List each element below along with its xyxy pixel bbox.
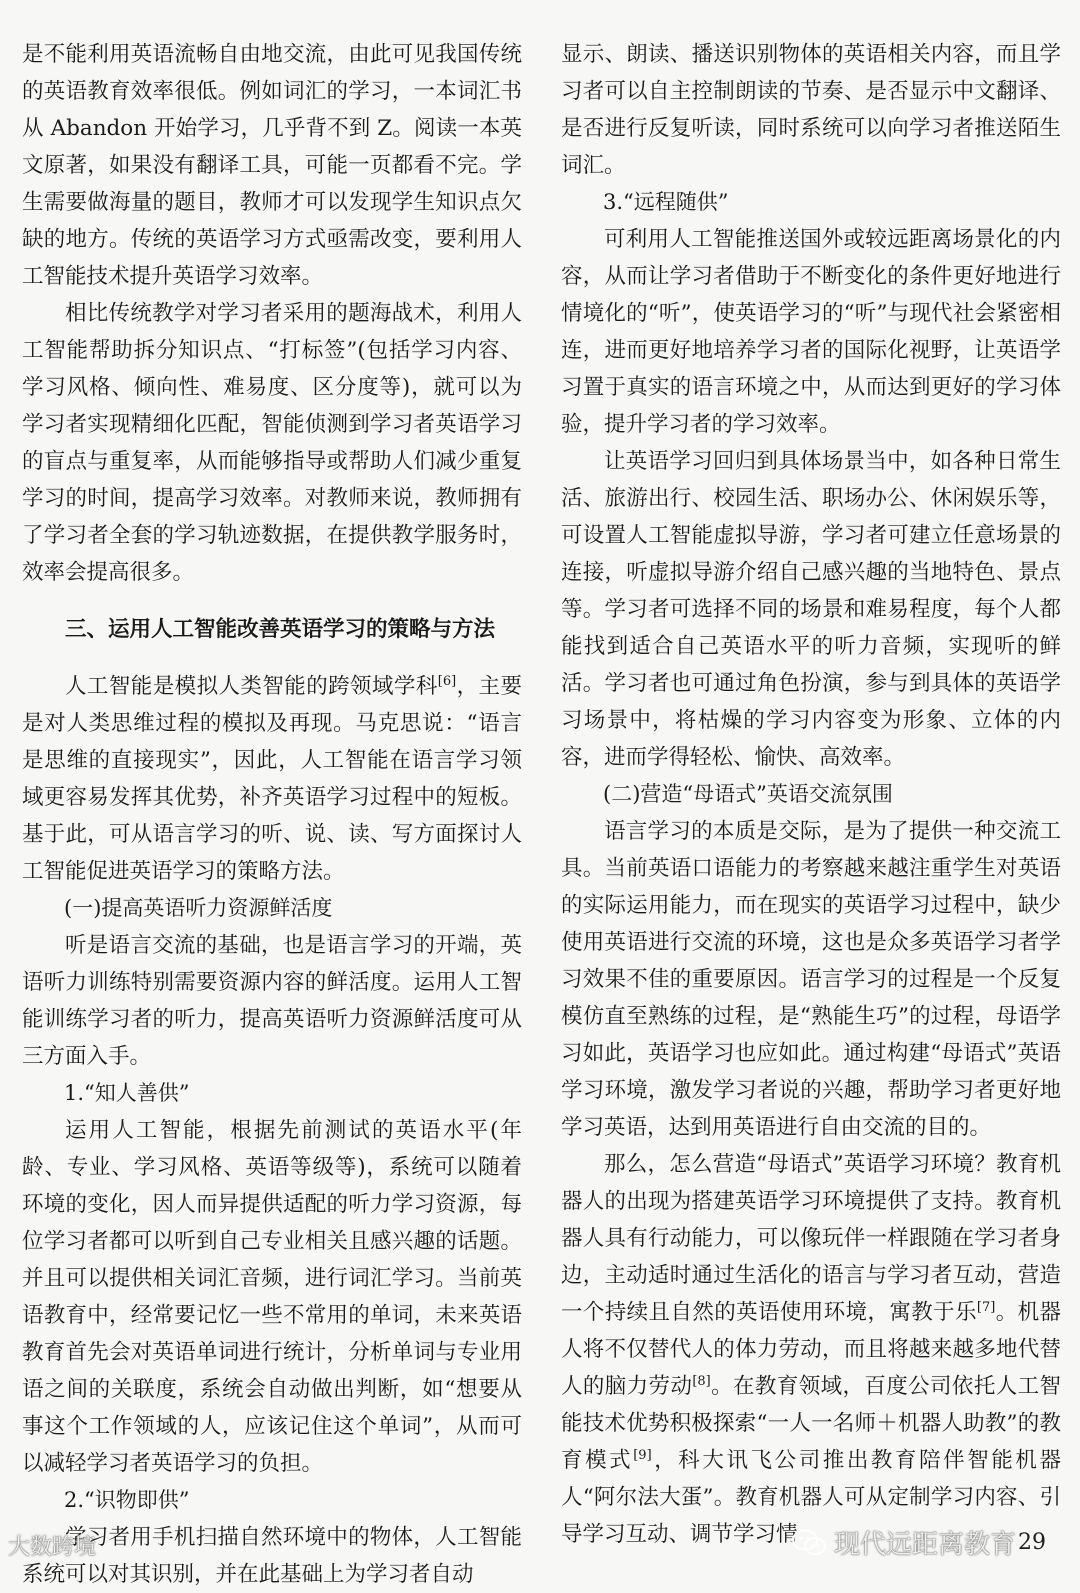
left-column [22,36,522,1593]
subsection-heading: (二)营造“母语式”英语交流氛围 [603,782,893,806]
paragraph: 显示、朗读、播送识别物体的英语相关内容，而且学习者可以自主控制朗读的节奏、是否显示中文翻译、是否进行反复听读，同时系统可以向学习者推送陌生词汇。 [561,42,1061,178]
watermark-right [792,1524,1016,1561]
right-column [561,36,1061,1553]
paragraph: 运用人工智能，根据先前测试的英语水平(年龄、专业、学习风格、英语等级等)，系统可以随着环境的变化，因人而异提供适配的听力学习资源，每位学习者都可以听到自己专业相关且感兴趣的话题。并且可以提供相关词汇音频，进行词汇学习。当前英语教育中，经常要记忆一些不常用的单词，未来英语教育首先会对英语单词进行统计，分析单词与专业用语之间的关联度，系统会自动做出判断，如“想要从事这个工作领域的人，应该记住这个单词”，从而可以减轻学习者英语学习的负担。 [22,1118,522,1476]
page-number: 29 [1018,1530,1046,1555]
section-heading: 三、运用人工智能改善英语学习的策略与方法 [65,617,496,642]
citation-ref: [8] [692,1373,711,1389]
watermark-left-text: 大数跨境 [8,1535,97,1560]
watermark-left [8,1530,96,1561]
citation-ref: [7] [976,1299,996,1315]
item-heading: 3.“远程随供” [603,190,729,214]
wechat-icon [792,1529,826,1557]
paragraph: 学习者用手机扫描自然环境中的物体，人工智能系统可以对其识别，并在此基础上为学习者自动 [22,1525,522,1587]
citation-ref: [9] [633,1447,652,1463]
paragraph: 相比传统教学对学习者采用的题海战术，利用人工智能帮助拆分知识点、“打标签”(包括学习内容、学习风格、倾向性、难易度、区分度等)，就可以为学习者实现精细化匹配，智能侦测到学习者英语学习的盲点与重复率，从而能够指导或帮助人们减少重复学习的时间，提高学习效率。对教师来说，教师拥有了学习者全套的学习轨迹数据，在提供教学服务时，效率会提高很多。 [22,301,522,585]
paragraph: 那么，怎么营造“母语式”英语学习环境？教育机器人的出现为搭建英语学习环境提供了支持。教育机器人具有行动能力，可以像玩伴一样跟随在学习者身边，主动适时通过生活化的语言与学习者互动，营造一个持续且自然的英语使用环境，寓教于乐[7]。机器人将不仅替代人的体力劳动，而且将越来越多地代替人的脑力劳动[8]。在教育领域，百度公司依托人工智能技术优势积极探索“一人一名师＋机器人助教”的教育模式[9]，科大讯飞公司推出教育陪伴智能机器人“阿尔法大蛋”。教育机器人可从定制学习内容、引导学习互动、调节学习情 [561,1152,1061,1547]
paragraph: 听是语言交流的基础，也是语言学习的开端，英语听力训练特别需要资源内容的鲜活度。运用人工智能训练学习者的听力，提高英语听力资源鲜活度可从三方面入手。 [22,933,522,1069]
item-heading: 2.“识物即供” [64,1488,190,1512]
paragraph: 让英语学习回归到具体场景当中，如各种日常生活、旅游出行、校园生活、职场办公、休闲娱乐等，可设置人工智能虚拟导游，学习者可建立任意场景的连接，听虚拟导游介绍自己感兴趣的当地特色、景点等。学习者可选择不同的场景和难易程度，每个人都能找到适合自己英语水平的听力音频，实现听的鲜活。学习者也可通过角色扮演，参与到具体的英语学习场景中，将枯燥的学习内容变为形象、立体的内容，进而学得轻松、愉快、高效率。 [561,449,1061,770]
subsection-heading: (一)提高英语听力资源鲜活度 [64,896,333,920]
citation-ref: [6] [437,673,457,689]
watermark-right-text: 现代远距离教育 [834,1530,1017,1560]
paragraph: 可利用人工智能推送国外或较远距离场景化的内容，从而让学习者借助于不断变化的条件更好地进行情境化的“听”，使英语学习的“听”与现代社会紧密相连，进而更好地培养学习者的国际化视野，让英语学习置于真实的语言环境之中，从而达到更好的学习体验，提升学习者的学习效率。 [561,227,1061,437]
item-heading: 1.“知人善供” [64,1081,190,1105]
paragraph: 人工智能是模拟人类智能的跨领域学科[6]，主要是对人类思维过程的模拟及再现。马克思说：“语言是思维的直接现实”，因此，人工智能在语言学习领域更容易发挥其优势，补齐英语学习过程中的短板。基于此，可从语言学习的听、说、读、写方面探讨人工智能促进英语学习的策略方法。 [22,673,522,884]
paragraph: 是不能利用英语流畅自由地交流，由此可见我国传统的英语教育效率很低。例如词汇的学习，一本词汇书从 Abandon 开始学习，几乎背不到 Z。阅读一本英文原著，如果没有翻译工具，可能一页都看不完。学生需要做海量的题目，教师才可以发现学生知识点欠缺的地方。传统的英语学习方式亟需改变，要利用人工智能技术提升英语学习效率。 [22,42,522,289]
paragraph: 语言学习的本质是交际，是为了提供一种交流工具。当前英语口语能力的考察越来越注重学生对英语的实际运用能力，而在现实的英语学习过程中，缺少使用英语进行交流的环境，这也是众多英语学习者学习效果不佳的重要原因。语言学习的过程是一个反复模仿直至熟练的过程，是“熟能生巧”的过程，母语学习如此，英语学习也应如此。通过构建“母语式”英语学习环境，激发学习者说的兴趣，帮助学习者更好地学习英语，达到用英语进行自由交流的目的。 [561,819,1061,1140]
